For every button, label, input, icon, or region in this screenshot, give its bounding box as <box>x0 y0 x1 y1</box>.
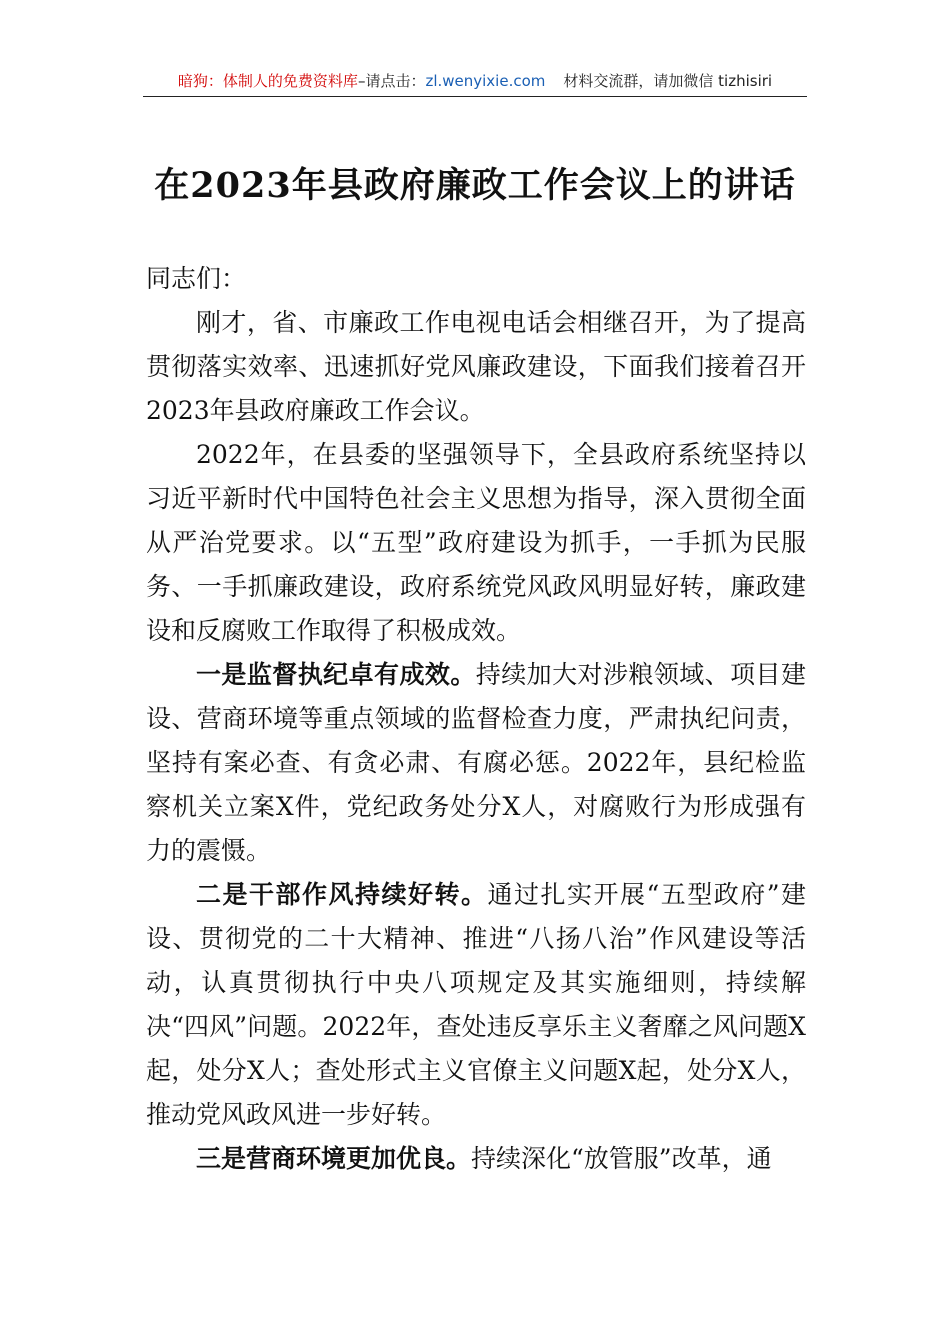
paragraph-2 <box>146 433 806 653</box>
paragraph-3-text: 持续加大对涉粮领域、项目建设、营商环境等重点领域的监督检查力度，严肃执纪问责，坚持有案必查、有贪必肃、有腐必惩。2022年，县纪检监察机关立案X件，党纪政务处分X人，对腐败行为形成强有力的震慑。 <box>146 660 806 865</box>
paragraph-1-text: 刚才，省、市廉政工作电视电话会相继召开，为了提高贯彻落实效率、迅速抓好党风廉政建设，下面我们接着召开2023年县政府廉政工作会议。 <box>146 308 806 425</box>
salutation: 同志们： <box>146 264 247 293</box>
header-site-name: 暗狗：体制人的免费资料库 <box>177 72 358 90</box>
paragraph-5-lead: 三是营商环境更加优良。 <box>196 1144 472 1173</box>
document-title: 在2023年县政府廉政工作会议上的讲话 <box>154 165 796 206</box>
paragraph-5 <box>146 1137 806 1181</box>
paragraph-4-lead: 二是干部作风持续好转。 <box>196 880 488 909</box>
paragraph-2-text: 2022年，在县委的坚强领导下，全县政府系统坚持以习近平新时代中国特色社会主义思想为指导，深入贯彻全面从严治党要求。以“五型”政府建设为抓手，一手抓为民服务、一手抓廉政建设，政府系统党风政风明显好转，廉政建设和反腐败工作取得了积极成效。 <box>146 440 806 645</box>
header-url-link[interactable]: zl.wenyixie.com <box>425 72 546 90</box>
paragraph-3 <box>146 653 806 873</box>
header-click-prompt: –请点击： <box>357 72 426 90</box>
paragraph-5-text: 持续深化“放管服”改革，通 <box>471 1144 772 1173</box>
header-wechat-note: 材料交流群，请加微信 tizhisiri <box>563 72 773 90</box>
paragraph-4-text: 通过扎实开展“五型政府”建设、贯彻党的二十大精神、推进“八扬八治”作风建设等活动，认真贯彻执行中央八项规定及其实施细则，持续解决“四风”问题。2022年，查处违反享乐主义奢靡之风问题X起，处分X人；查处形式主义官僚主义问题X起，处分X人，推动党风政风进一步好转。 <box>146 880 806 1129</box>
document-body <box>146 257 806 1181</box>
paragraph-4 <box>146 873 806 1137</box>
paragraph-1 <box>146 301 806 433</box>
page-header <box>143 66 807 97</box>
paragraph-3-lead: 一是监督执纪卓有成效。 <box>196 660 476 689</box>
